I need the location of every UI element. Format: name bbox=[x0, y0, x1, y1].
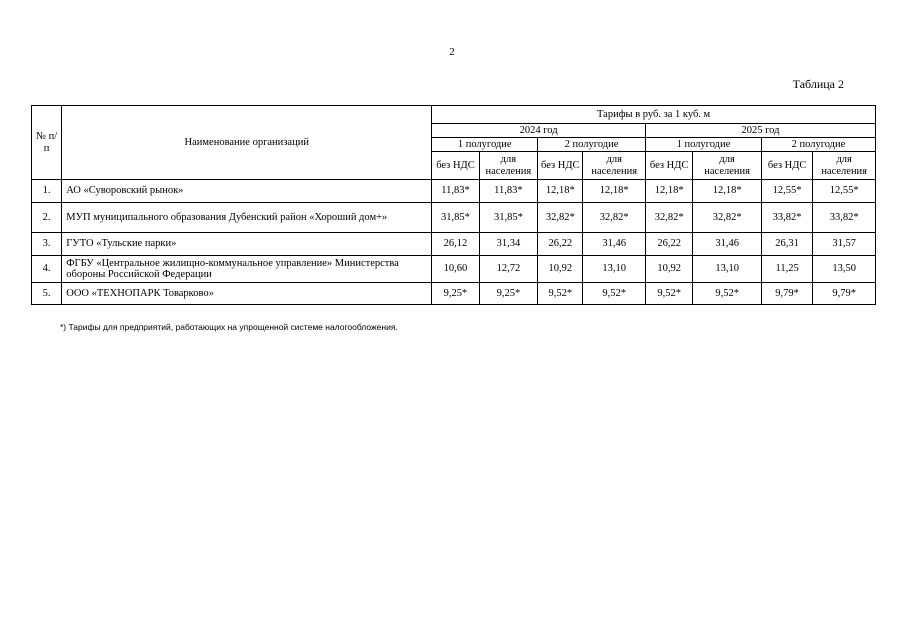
header-sub: без НДС bbox=[432, 152, 479, 180]
tariff-cell: 31,57 bbox=[813, 233, 876, 256]
header-sub: без НДС bbox=[761, 152, 812, 180]
tariff-cell: 13,10 bbox=[583, 256, 646, 283]
tariff-cell: 12,55* bbox=[761, 180, 812, 203]
tariff-cell: 31,46 bbox=[693, 233, 762, 256]
header-name: Наименование организаций bbox=[62, 106, 432, 180]
organization-name: ГУТО «Тульские парки» bbox=[62, 233, 432, 256]
organization-name: ООО «ТЕХНОПАРК Товарково» bbox=[62, 283, 432, 305]
tariff-cell: 13,10 bbox=[693, 256, 762, 283]
organization-name: ФГБУ «Центральное жилищно-коммунальное управление» Министерства обороны Российской Федерации bbox=[62, 256, 432, 283]
tariff-cell: 9,25* bbox=[479, 283, 537, 305]
header-sub: без НДС bbox=[538, 152, 583, 180]
tariff-cell: 9,25* bbox=[432, 283, 479, 305]
table-row bbox=[32, 256, 876, 283]
tariffs-table bbox=[31, 105, 876, 305]
organization-name: АО «Суворовский рынок» bbox=[62, 180, 432, 203]
header-half: 2 полугодие bbox=[761, 138, 875, 152]
header-sub: для населения bbox=[813, 152, 876, 180]
tariff-cell: 26,22 bbox=[645, 233, 692, 256]
tariff-cell: 26,31 bbox=[761, 233, 812, 256]
tariff-cell: 11,25 bbox=[761, 256, 812, 283]
table-caption: Таблица 2 bbox=[792, 77, 844, 91]
tariff-cell: 26,12 bbox=[432, 233, 479, 256]
tariff-cell: 12,18* bbox=[645, 180, 692, 203]
tariff-cell: 12,18* bbox=[583, 180, 646, 203]
organization-name: МУП муниципального образования Дубенский район «Хороший дом+» bbox=[62, 203, 432, 233]
tariff-cell: 32,82* bbox=[693, 203, 762, 233]
header-half: 1 полугодие bbox=[645, 138, 761, 152]
tariff-cell: 13,50 bbox=[813, 256, 876, 283]
tariff-cell: 31,85* bbox=[479, 203, 537, 233]
tariff-cell: 9,52* bbox=[645, 283, 692, 305]
tariff-cell: 33,82* bbox=[813, 203, 876, 233]
header-tariffs: Тарифы в руб. за 1 куб. м bbox=[432, 106, 876, 124]
tariff-cell: 10,92 bbox=[538, 256, 583, 283]
header-num: № п/п bbox=[32, 106, 62, 180]
tariff-cell: 11,83* bbox=[479, 180, 537, 203]
tariff-cell: 12,55* bbox=[813, 180, 876, 203]
header-sub: для населения bbox=[583, 152, 646, 180]
header-sub: для населения bbox=[693, 152, 762, 180]
tariff-cell: 12,18* bbox=[693, 180, 762, 203]
tariff-cell: 32,82* bbox=[538, 203, 583, 233]
tariff-cell: 9,79* bbox=[813, 283, 876, 305]
tariff-cell: 12,72 bbox=[479, 256, 537, 283]
table-row bbox=[32, 203, 876, 233]
tariff-cell: 33,82* bbox=[761, 203, 812, 233]
row-number: 5. bbox=[32, 283, 62, 305]
page-number: 2 bbox=[449, 46, 455, 58]
tariff-cell: 32,82* bbox=[583, 203, 646, 233]
tariff-cell: 31,34 bbox=[479, 233, 537, 256]
row-number: 2. bbox=[32, 203, 62, 233]
header-sub: без НДС bbox=[645, 152, 692, 180]
header-half: 2 полугодие bbox=[538, 138, 646, 152]
header-year-2024: 2024 год bbox=[432, 124, 646, 138]
tariff-cell: 31,85* bbox=[432, 203, 479, 233]
tariff-cell: 12,18* bbox=[538, 180, 583, 203]
tariff-cell: 9,52* bbox=[693, 283, 762, 305]
tariff-cell: 26,22 bbox=[538, 233, 583, 256]
row-number: 4. bbox=[32, 256, 62, 283]
tariff-cell: 9,79* bbox=[761, 283, 812, 305]
footnote: *) Тарифы для предприятий, работающих на упрощенной системе налогообложения. bbox=[60, 322, 398, 332]
row-number: 3. bbox=[32, 233, 62, 256]
tariff-cell: 10,92 bbox=[645, 256, 692, 283]
header-half: 1 полугодие bbox=[432, 138, 538, 152]
tariff-cell: 9,52* bbox=[583, 283, 646, 305]
header-sub: для населения bbox=[479, 152, 537, 180]
tariff-cell: 31,46 bbox=[583, 233, 646, 256]
tariff-cell: 10,60 bbox=[432, 256, 479, 283]
table-row bbox=[32, 283, 876, 305]
tariff-cell: 32,82* bbox=[645, 203, 692, 233]
row-number: 1. bbox=[32, 180, 62, 203]
tariff-cell: 9,52* bbox=[538, 283, 583, 305]
header-year-2025: 2025 год bbox=[645, 124, 875, 138]
table-row bbox=[32, 233, 876, 256]
tariff-cell: 11,83* bbox=[432, 180, 479, 203]
table-row bbox=[32, 180, 876, 203]
